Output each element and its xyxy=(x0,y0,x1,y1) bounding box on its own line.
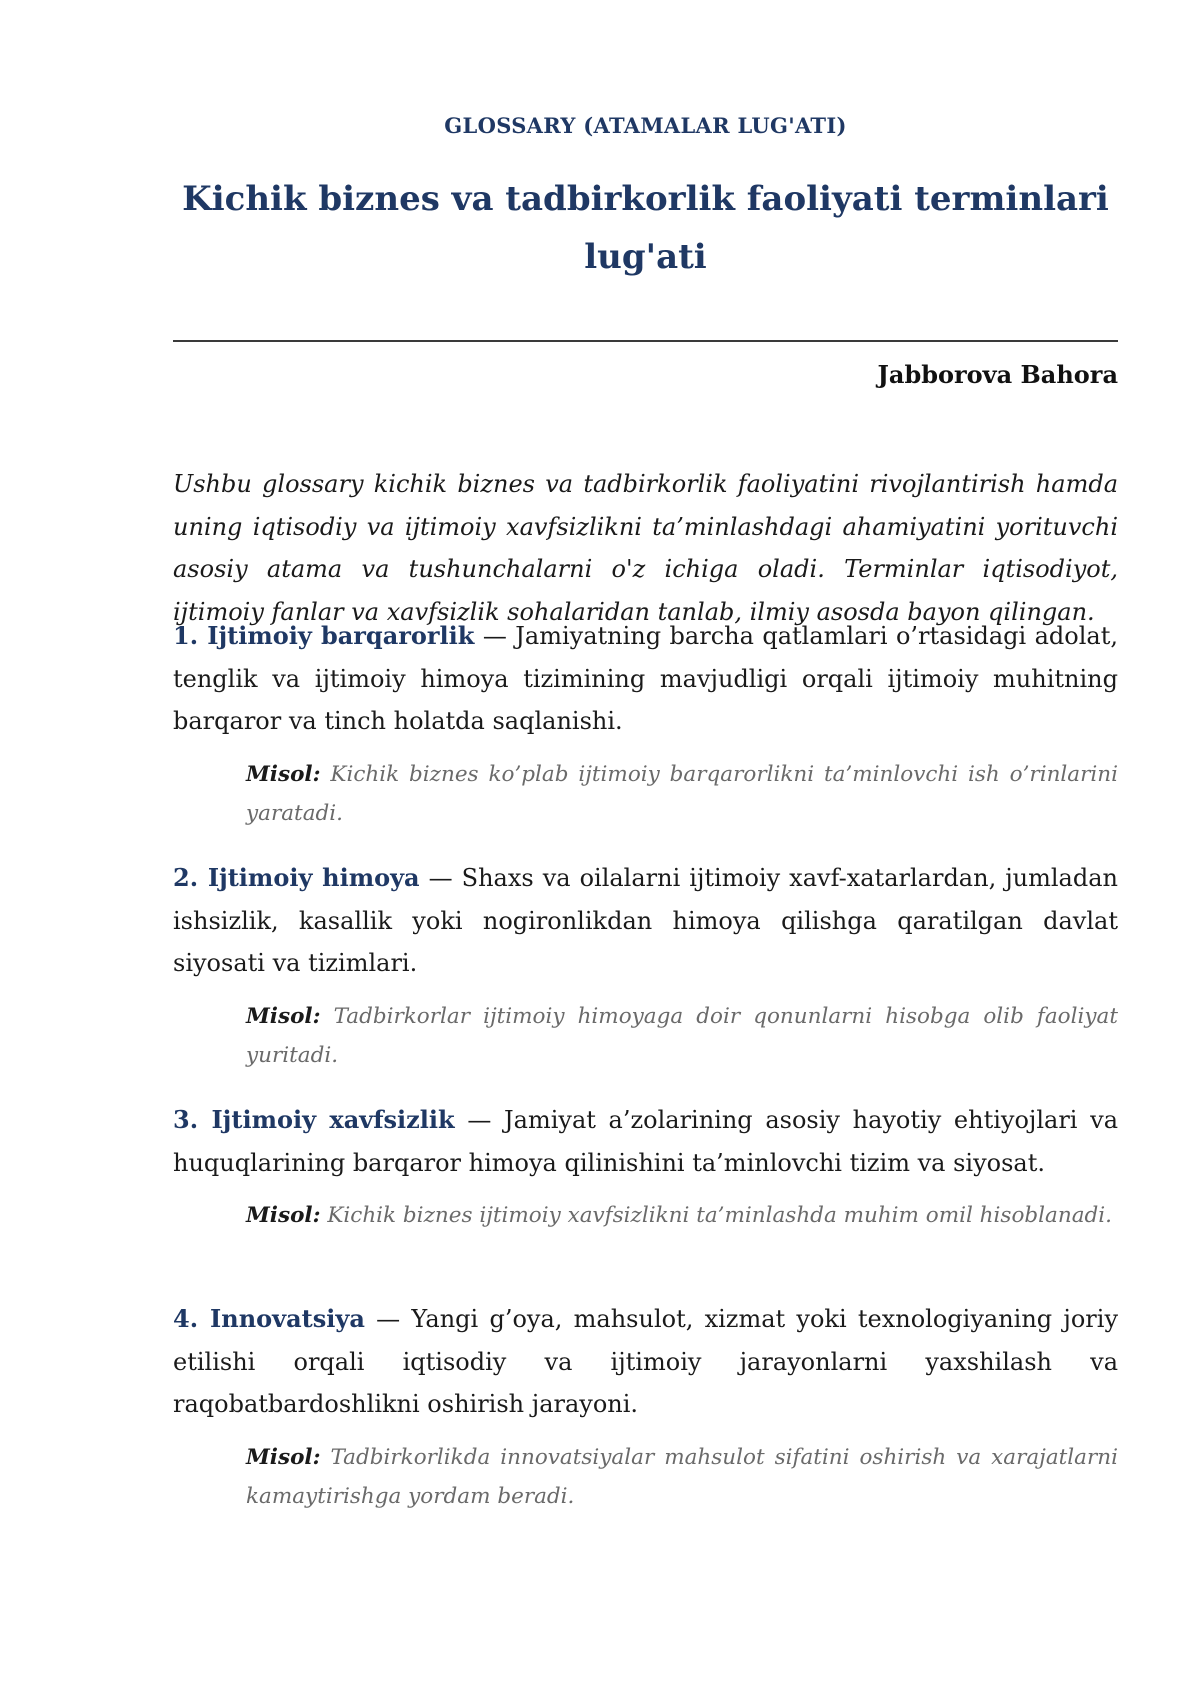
term-name: Ijtimoiy barqarorlik xyxy=(207,621,475,650)
document-title xyxy=(173,170,1118,286)
glossary-entry-2 xyxy=(173,857,1118,1075)
term-definition xyxy=(173,857,1118,985)
term-number: 4. xyxy=(173,1304,199,1333)
glossary-entry-3 xyxy=(173,1099,1118,1235)
example-text: Tadbirkorlikda innovatsiyalar mahsulot sifatini oshirish va xarajatlarni kamaytirishga yordam beradi. xyxy=(246,1444,1118,1509)
em-dash: — xyxy=(482,622,507,650)
term-heading xyxy=(173,1304,365,1333)
term-example xyxy=(246,1196,1118,1235)
example-label: Misol: xyxy=(246,1203,321,1228)
term-heading xyxy=(173,863,420,892)
em-dash: — xyxy=(428,864,453,892)
term-number: 3. xyxy=(173,1105,199,1134)
example-text: Kichik biznes ijtimoiy xavfsizlikni ta’minlashda muhim omil hisoblanadi. xyxy=(327,1203,1112,1228)
intro-paragraph: Ushbu glossary kichik biznes va tadbirkorlik faoliyatini rivojlantirish hamda uning iqtisodiy va ijtimoiy xavfsizlikni ta’minlashdagi ahamiyatini yorituvchi asosiy atama va tushunchalarni o'z ichiga oladi. Terminlar iqtisodiyot, ijtimoiy fanlar va xavfsizlik sohalaridan tanlab, ilmiy asosda bayon qilingan. xyxy=(173,470,1118,626)
glossary-entry-1 xyxy=(173,615,1118,833)
definition-text: Shaxs va oilalarni ijtimoiy xavf-xatarlardan, jumladan ishsizlik, kasallik yoki nogironlikdan himoya qilishga qaratilgan davlat siyosati va tizimlari. xyxy=(173,864,1118,977)
term-definition xyxy=(173,1298,1118,1426)
term-heading xyxy=(173,1105,455,1134)
term-definition xyxy=(173,1099,1118,1184)
document-title-line2: lug'ati xyxy=(584,237,707,277)
term-definition xyxy=(173,615,1118,743)
em-dash: — xyxy=(467,1106,492,1134)
term-example xyxy=(246,755,1118,833)
horizontal-divider xyxy=(173,340,1118,342)
document-title-line1: Kichik biznes va tadbirkorlik faoliyati terminlari xyxy=(182,179,1109,219)
definition-text: Jamiyat a’zolarining asosiy hayotiy ehtiyojlari va huquqlarining barqaror himoya qilinishini ta’minlovchi tizim va siyosat. xyxy=(173,1106,1119,1177)
term-example xyxy=(246,1438,1118,1516)
definition-text: Jamiyatning barcha qatlamlari o’rtasidagi adolat, tenglik va ijtimoiy himoya tizimining mavjudligi orqali ijtimoiy muhitning barqaror va tinch holatda saqlanishi. xyxy=(173,622,1118,735)
glossary-entry-4 xyxy=(173,1298,1118,1516)
example-text: Kichik biznes ko’plab ijtimoiy barqarorlikni ta’minlovchi ish o’rinlarini yaratadi. xyxy=(246,761,1118,826)
term-name: Innovatsiya xyxy=(210,1304,365,1333)
example-label: Misol: xyxy=(246,1003,321,1029)
author-name: Jabborova Bahora xyxy=(877,360,1118,389)
term-name: Ijtimoiy himoya xyxy=(207,863,420,892)
example-text: Tadbirkorlar ijtimoiy himoyaga doir qonunlarni hisobga olib faoliyat yuritadi. xyxy=(246,1003,1118,1068)
example-label: Misol: xyxy=(246,761,321,787)
term-heading xyxy=(173,621,474,650)
term-number: 1. xyxy=(173,621,199,650)
em-dash: — xyxy=(376,1305,401,1333)
term-name: Ijtimoiy xavfsizlik xyxy=(211,1105,455,1134)
document-subtitle: GLOSSARY (ATAMALAR LUG'ATI) xyxy=(444,113,847,138)
definition-text: Yangi g’oya, mahsulot, xizmat yoki texnologiyaning joriy etilishi orqali iqtisodiy va ijtimoiy jarayonlarni yaxshilash va raqobatbardoshlikni oshirish jarayoni. xyxy=(173,1305,1119,1418)
term-number: 2. xyxy=(173,863,199,892)
term-example xyxy=(246,997,1118,1075)
example-label: Misol: xyxy=(246,1444,321,1470)
